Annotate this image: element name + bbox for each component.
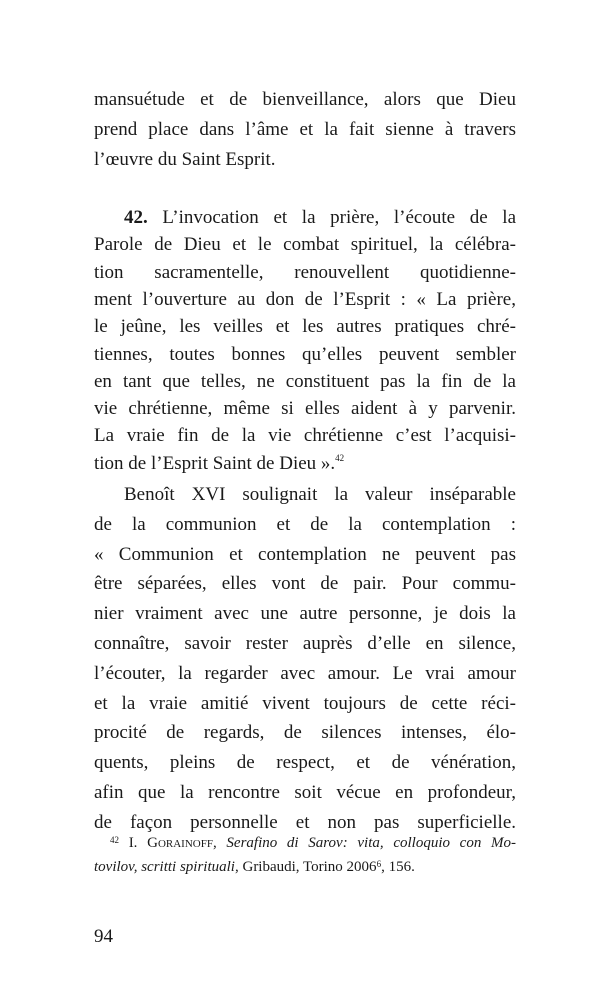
text-line: de la communion et de la contemplation :	[94, 514, 516, 535]
text-line: procité de regards, de silences intenses, élo-	[94, 722, 516, 743]
text-line: et la vraie amitié vivent toujours de cette réci-	[94, 693, 516, 714]
text-line: tiennes, toutes bonnes qu’elles peuvent sembler	[94, 344, 516, 365]
text-line: de façon personnelle et non pas superficielle.	[94, 812, 516, 833]
paragraph-number: 42.	[124, 207, 148, 228]
text-line	[124, 203, 516, 233]
text-line	[94, 449, 516, 479]
footnote-initial: I.	[128, 835, 138, 851]
footnote-publisher: , Gribaudi, Torino 2006	[234, 859, 377, 875]
text-line: Parole de Dieu et le combat spirituel, la célébra-	[94, 234, 516, 255]
text-line: être séparées, elles vont de pair. Pour commu-	[94, 573, 516, 594]
text-line: quents, pleins de respect, et de vénération,	[94, 752, 516, 773]
text-line: afin que la rencontre soit vécue en profondeur,	[94, 782, 516, 803]
text-line: La vraie fin de la vie chrétienne c’est l’acquisi-	[94, 425, 516, 446]
footnote-pages: , 156.	[381, 859, 415, 875]
text-line: tion sacramentelle, renouvellent quotidienne-	[94, 262, 516, 283]
text-line: connaître, savoir rester auprès d’elle en silence,	[94, 633, 516, 654]
footnote-number: 42	[110, 835, 119, 845]
text-line: le jeûne, les veilles et les autres pratiques chré-	[94, 316, 516, 337]
text-line: ment l’ouverture au don de l’Esprit : « La prière,	[94, 289, 516, 310]
footnote-ref[interactable]: 42	[335, 453, 345, 463]
text-span: tion de l’Esprit Saint de Dieu ».	[94, 453, 336, 474]
footnote-title: tovilov, scritti spirituali	[94, 859, 235, 875]
footnote-line	[94, 855, 516, 879]
text-span: L’invocation et la prière, l’écoute de la	[162, 207, 516, 228]
text-line: mansuétude et de bienveillance, alors que Dieu	[94, 89, 516, 110]
footnote-edition: 6	[376, 859, 382, 869]
text-line: Benoît XVI soulignait la valeur inséparable	[124, 484, 516, 505]
footnote-line: $^{42}$ I. Gorainoff, Serafino di Sarov: vita, colloquio con Mo-	[110, 835, 517, 851]
text-line: l’œuvre du Saint Esprit.	[94, 149, 276, 170]
page-number: 94	[94, 926, 113, 947]
text-line: prend place dans l’âme et la fait sienne à travers	[94, 119, 516, 140]
text-line: vie chrétienne, même si elles aident à y parvenir.	[94, 398, 516, 419]
text-line: en tant que telles, ne constituent pas la fin de la	[94, 371, 516, 392]
footnote-author: Gorainoff	[147, 835, 213, 851]
text-line: l’écouter, la regarder avec amour. Le vrai amour	[94, 663, 516, 684]
footnote-title: Serafino di Sarov: vita, colloquio con Mo-	[226, 835, 517, 851]
text-line: « Communion et contemplation ne peuvent pas	[94, 544, 516, 565]
text-line: nier vraiment avec une autre personne, je dois la	[94, 603, 516, 624]
